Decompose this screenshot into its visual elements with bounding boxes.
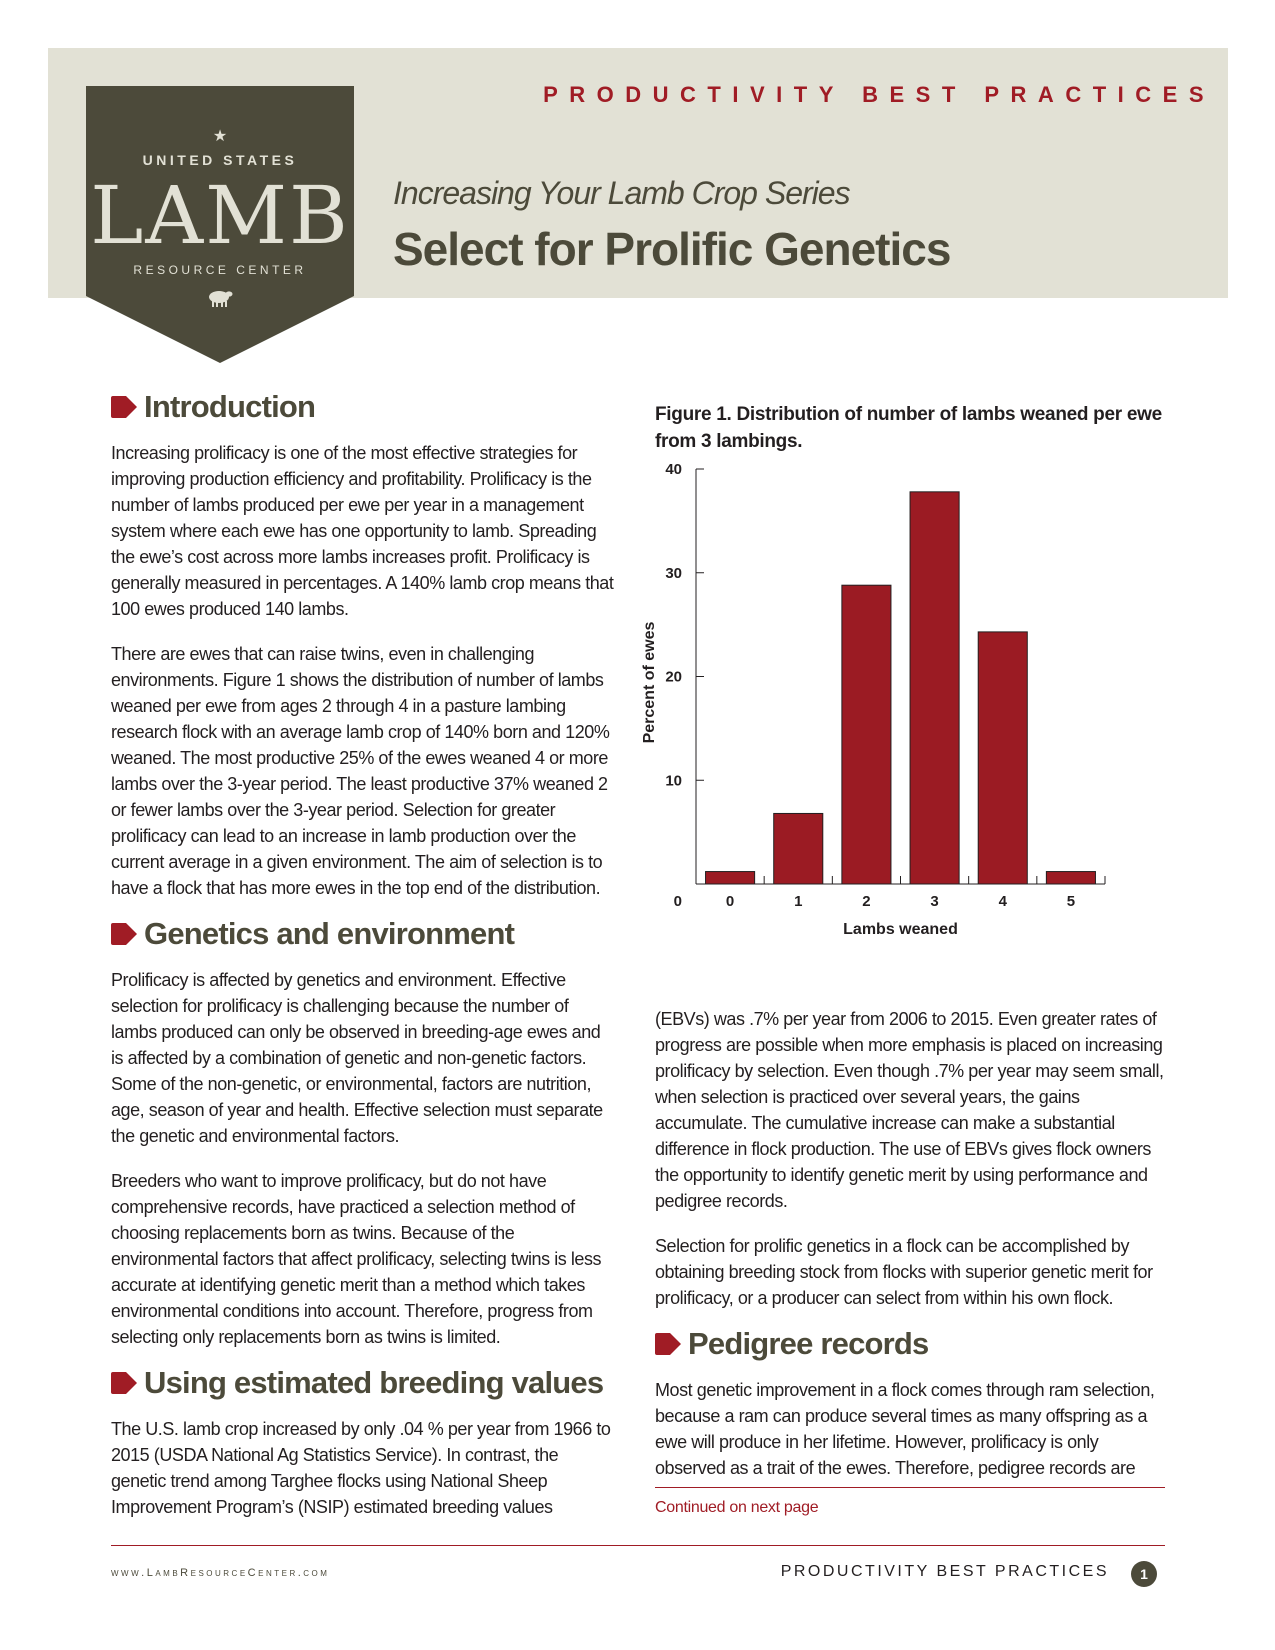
heading-text: Using estimated breeding values xyxy=(144,1365,604,1400)
sheep-icon xyxy=(207,289,233,307)
y-tick-label: 30 xyxy=(665,564,682,582)
bar xyxy=(1046,872,1095,884)
pedigree-paragraph-1: Most genetic improvement in a flock comes through ram selection, because a ram can produce several times as many offspring as a ewe will produce in her lifetime. However, prolificacy is only observed as a trait of the ewes. Therefore, pedigree records are xyxy=(655,1380,1155,1478)
x-tick-label: 1 xyxy=(794,893,803,910)
y-tick-label: 0 xyxy=(673,893,682,910)
y-tick-label: 40 xyxy=(665,461,682,478)
bar xyxy=(706,872,755,884)
bar xyxy=(910,492,959,884)
x-axis-label: Lambs weaned xyxy=(843,921,958,938)
ebv-paragraph-2: (EBVs) was .7% per year from 2006 to 2015. Even greater rates of progress are possible when more emphasis is placed on increasing prolificacy by selection. Even though .7% per year may seem small, when selection is practiced over several years, the gains accumulate. The cumulative increase can make a substantial difference in flock production. The use of EBVs gives flock owners the opportunity to identify genetic merit by using performance and pedigree records. xyxy=(655,1009,1164,1211)
series-title: Increasing Your Lamb Crop Series xyxy=(393,175,850,211)
page-title: Select for Prolific Genetics xyxy=(393,223,951,275)
section-heading-genetics xyxy=(111,915,616,953)
x-tick-label: 4 xyxy=(998,893,1007,910)
genetics-paragraph-2: Breeders who want to improve prolificacy, but do not have comprehensive records, have practiced a selection method of choosing replacements born as twins. Because of the environmental factors that affect prolificacy, selecting twins is less accurate at identifying genetic merit than a method which takes environmental conditions into account. Therefore, progress from selecting only replacements born as twins is limited. xyxy=(111,1171,602,1347)
footer-divider xyxy=(111,1545,1165,1546)
bar xyxy=(774,813,823,884)
lamb-resource-center-logo[interactable] xyxy=(86,86,354,363)
y-tick-label: 20 xyxy=(665,668,682,686)
ebv-paragraph-1: The U.S. lamb crop increased by only .04 % per year from 1966 to 2015 (USDA National Ag Statistics Service). In contrast, the genetic trend among Targhee flocks using National Sheep Improvement Program’s (NSIP) estimated breeding values xyxy=(111,1419,611,1517)
bar xyxy=(978,632,1027,884)
header-kicker: PRODUCTIVITY BEST PRACTICES xyxy=(543,82,1215,107)
left-column xyxy=(111,388,616,1539)
logo-line1: UNITED STATES xyxy=(142,152,298,168)
section-heading-ebv xyxy=(111,1364,616,1402)
section-marker-icon xyxy=(111,396,137,418)
continued-note[interactable]: Continued on next page xyxy=(655,1499,819,1516)
genetics-paragraph-1: Prolificacy is affected by genetics and environment. Effective selection for prolificacy is challenging because the number of lambs produced can only be observed in breeding-age ewes and is affected by a combination of genetic and non-genetic factors. Some of the non-genetic, or environmental, factors are nutrition, age, season of year and health. Effective selection must separate the genetic and environmental factors. xyxy=(111,970,603,1146)
ebv-paragraph-3: Selection for prolific genetics in a flock can be accomplished by obtaining breeding stock from flocks with superior genetic merit for prolificacy, or a producer can select from within his own flock. xyxy=(655,1236,1153,1308)
logo-line2: RESOURCE CENTER xyxy=(133,263,307,277)
x-tick-label: 5 xyxy=(1066,893,1076,910)
heading-text: Introduction xyxy=(144,389,316,424)
heading-text: Pedigree records xyxy=(688,1326,929,1361)
logo-star-icon: ★ xyxy=(212,128,228,145)
right-column xyxy=(655,1006,1165,1500)
intro-paragraph-1: Increasing prolificacy is one of the most effective strategies for improving production efficiency and profitability. Prolificacy is the number of lambs produced per ewe per year in a management system where each ewe has one opportunity to lamb. Spreading the ewe’s cost across more lambs increases profit. Prolificacy is generally measured in percentages. A 140% lamb crop means that 100 ewes produced 140 lambs. xyxy=(111,443,614,619)
heading-text: Genetics and environment xyxy=(144,916,515,951)
continued-divider xyxy=(655,1487,1165,1488)
footer-url-link[interactable]: www.LambResourceCenter.com xyxy=(111,1567,330,1579)
y-axis-label: Percent of ewes xyxy=(640,621,658,744)
x-tick-label: 2 xyxy=(862,893,871,910)
footer-label: PRODUCTIVITY BEST PRACTICES xyxy=(780,1563,1109,1580)
y-tick-label: 10 xyxy=(665,772,682,790)
bar xyxy=(842,585,891,884)
section-marker-icon xyxy=(655,1333,681,1355)
x-tick-label: 3 xyxy=(930,893,939,910)
section-heading-introduction xyxy=(111,388,616,426)
section-marker-icon xyxy=(111,1372,137,1394)
x-tick-label: 0 xyxy=(725,893,735,910)
logo-word: LAMB xyxy=(90,169,350,262)
page-number: 1 xyxy=(1131,1561,1157,1587)
section-heading-pedigree xyxy=(655,1325,1165,1363)
section-marker-icon xyxy=(111,923,137,945)
lambs-weaned-bar-chart xyxy=(640,455,1170,975)
intro-paragraph-2: There are ewes that can raise twins, even in challenging environments. Figure 1 shows the distribution of number of lambs weaned per ewe from ages 2 through 4 in a pasture lambing research flock with an average lamb crop of 140% born and 120% weaned. The most productive 25% of the ewes weaned 4 or more lambs over the 3-year period. The least productive 37% weaned 2 or fewer lambs over the 3-year period. Selection for greater prolificacy can lead to an increase in lamb production over the current average in a given environment. The aim of selection is to have a flock that has more ewes in the top end of the distribution. xyxy=(111,644,610,898)
figure-caption: Figure 1. Distribution of number of lambs weaned per ewe from 3 lambings. xyxy=(655,404,1162,452)
